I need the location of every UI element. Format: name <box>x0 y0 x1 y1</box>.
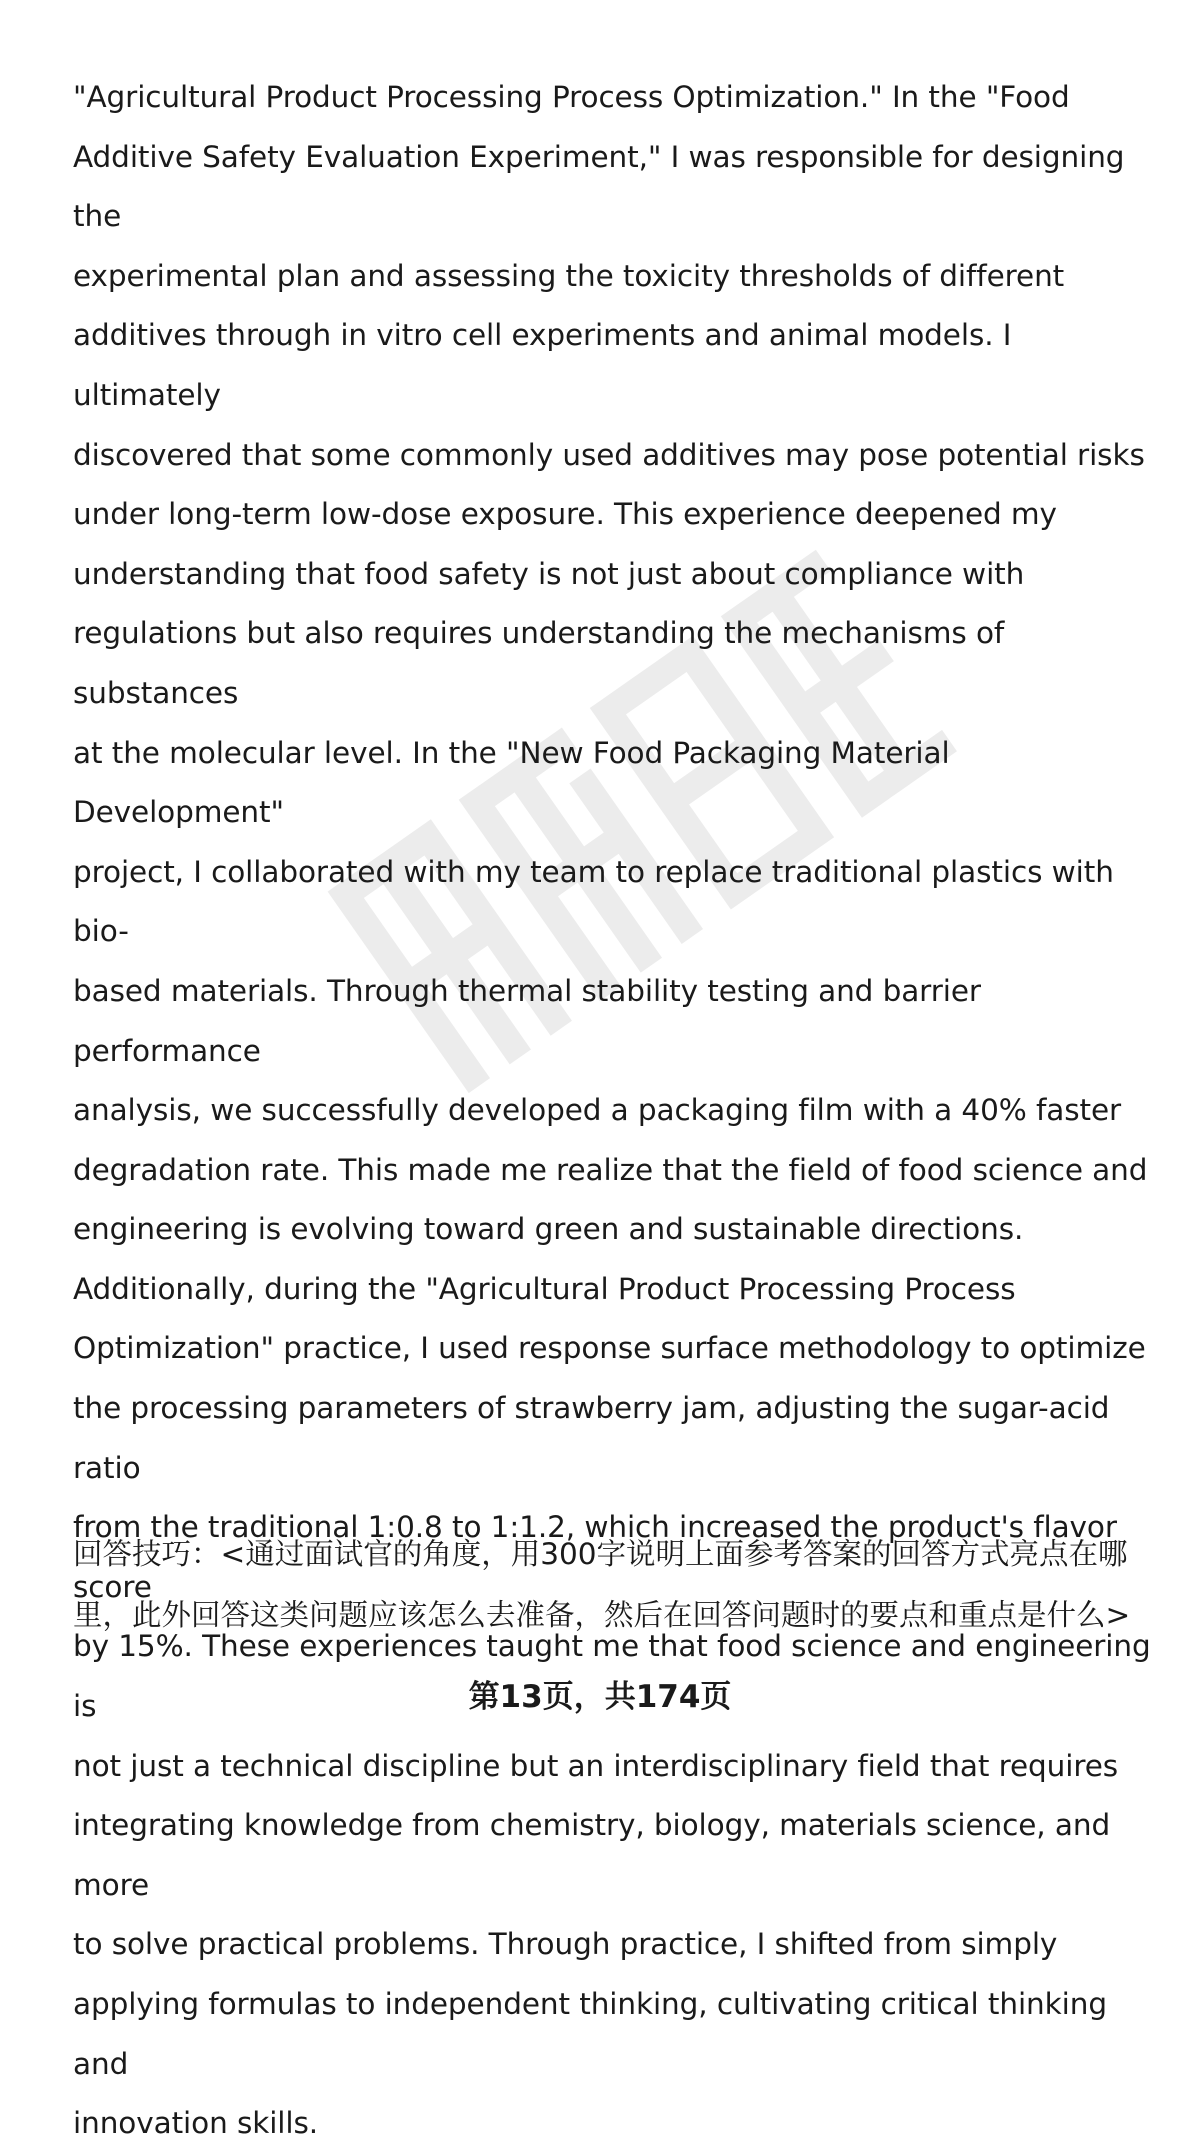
body-paragraph: "Agricultural Product Processing Process Optimization." In the "Food Additive Safety Evaluation Experiment," I was responsible for designing the experimental plan and assessing the toxicity thresholds of different additives through in vitro cell experiments and animal models. I ultimately discovered that some commonly used additives may pose potential risks under long-term low-dose exposure. This experience deepened my understanding that food safety is not just about compliance with regulations but also requires understanding the mechanisms of substances at the molecular level. In the "New Food Packaging Material Development" project, I collaborated with my team to replace traditional plastics with bio- based materials. Through thermal stability testing and barrier performance analysis, we successfully developed a packaging film with a 40% faster degradation rate. This made me realize that the field of food science and engineering is evolving toward green and sustainable directions. Additionally, during the "Agricultural Product Processing Process Optimization" practice, I used response surface methodology to optimize the processing parameters of strawberry jam, adjusting the sugar-acid ratio from the traditional 1:0.8 to 1:1.2, which increased the product's flavor score by 15%. These experiences taught me that food science and engineering is not just a technical discipline but an interdisciplinary field that requires integrating knowledge from chemistry, biology, materials science, and more to solve practical problems. Through practice, I shifted from simply applying formulas to independent thinking, cultivating critical thinking and innovation skills. <box>73 80 1151 2141</box>
answer-tips: 回答技巧：<通过面试官的角度，用300字说明上面参考答案的回答方式亮点在哪里，此外回答这类问题应该怎么去准备，然后在回答问题时的要点和重点是什么> <box>73 1537 1131 1632</box>
page-number: 第13页，共174页 <box>468 1679 732 1715</box>
